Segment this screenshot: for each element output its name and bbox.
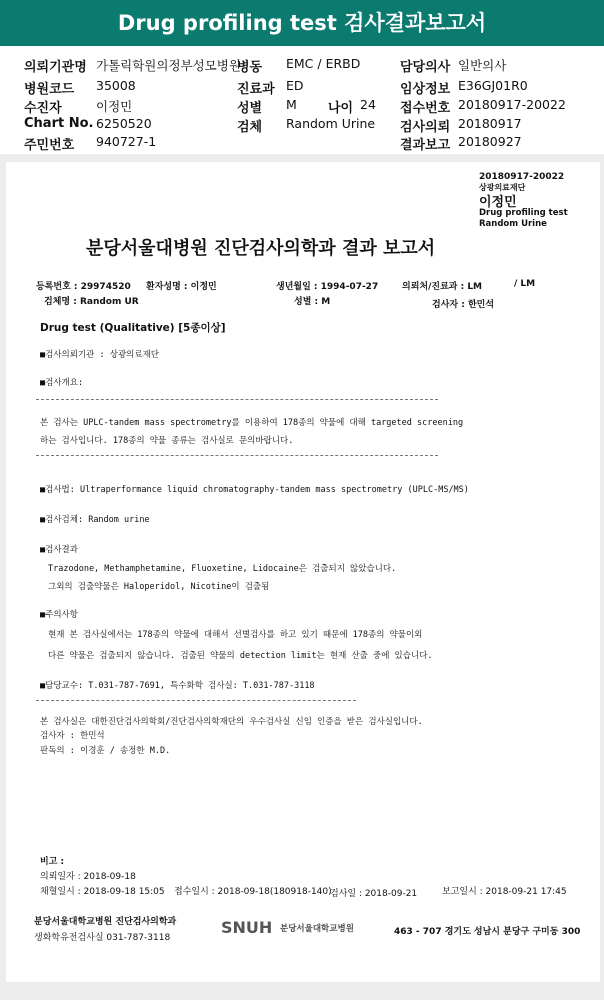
field-label: Chart No. — [24, 116, 94, 131]
field-label: 검사의뢰 — [400, 120, 451, 135]
field-label: 진료과 — [237, 82, 275, 97]
field-value: 24 — [360, 97, 376, 112]
note-label: 비고 : — [40, 857, 65, 867]
hospital-address: 463 - 707 경기도 성남시 분당구 구미동 300 — [394, 927, 581, 937]
field-label: 병동 — [237, 60, 263, 75]
label-accession: 20180917-20022 — [479, 172, 565, 182]
field-value: 20180917-20022 — [458, 97, 566, 112]
report-line: 다른 약물은 검출되지 않습니다. 검출된 약물의 detection limit는 현재 산출 중에 있습니다. — [48, 651, 433, 661]
field-value: 일반의사 — [458, 58, 507, 73]
test-date: 검사일 : 2018-09-21 — [330, 889, 418, 899]
section-title: Drug test (Qualitative) [5종이상] — [40, 322, 226, 334]
field-value: Random Urine — [286, 116, 376, 131]
report-banner-title: Drug profiling test 검사결과보고서 — [0, 0, 604, 46]
report-line: ■검사검체: Random urine — [40, 515, 150, 525]
field-value: ED — [286, 78, 304, 93]
field-label: 나이 — [328, 101, 354, 116]
report-line: 그외의 검출약물은 Haloperidol, Nicotine이 검출됨 — [48, 582, 270, 592]
report-line: ■검사결과 — [40, 545, 78, 555]
specimen-name: 검체명 : Random UR — [44, 297, 139, 307]
patient-info-header — [0, 46, 604, 154]
field-label: 결과보고 — [400, 138, 451, 153]
dept-2: / LM — [514, 279, 536, 289]
field-label: 검체 — [237, 120, 263, 135]
field-label: 임상정보 — [400, 82, 451, 97]
birth-date: 생년월일 : 1994-07-27 — [276, 282, 379, 292]
field-label: 수진자 — [24, 101, 62, 116]
report-line: ■검사의뢰기관 : 상광의료재단 — [40, 350, 160, 360]
dept: 의뢰처/진료과 : LM — [402, 282, 483, 292]
field-label: 성별 — [237, 101, 263, 116]
sex: 성별 : M — [294, 297, 331, 307]
tester: 검사자 : 한민석 — [432, 300, 495, 310]
field-label: 접수번호 — [400, 101, 451, 116]
divider — [36, 399, 438, 400]
reg-no: 등록번호 : 29974520 — [36, 282, 131, 292]
report-line: Trazodone, Methamphetamine, Fluoxetine, Lidocaine은 검출되지 않았습니다. — [48, 564, 397, 574]
report-line: ■검사개요: — [40, 378, 84, 388]
report-line: 현재 본 검사실에서는 178종의 약물에 대해서 선별검사를 하고 있기 때문에 178종의 약물이외 — [48, 630, 423, 640]
field-value: 20180927 — [458, 134, 522, 149]
report-line: ■검사법: Ultraperformance liquid chromatography-tandem mass spectrometry (UPLC-MS/MS) — [40, 485, 469, 495]
footer-lab: 생화학유전검사실 031-787-3118 — [34, 933, 171, 943]
request-date: 의뢰일자 : 2018-09-18 — [40, 872, 136, 882]
label-specimen: Random Urine — [479, 219, 547, 229]
report-line: 하는 검사입니다. 178종의 약물 종류는 검사실로 문의바랍니다. — [40, 436, 294, 446]
field-value: E36GJ01R0 — [458, 78, 528, 93]
receipt-time: 접수일시 : 2018-09-18(180918-140) — [174, 887, 332, 897]
report-line: 본 검사는 UPLC-tandem mass spectrometry를 이용하여 178종의 약물에 대해 targeted screening — [40, 418, 464, 428]
field-label: 병원코드 — [24, 82, 75, 97]
report-time: 보고일시 : 2018-09-21 17:45 — [442, 887, 567, 897]
label-patient: 이정민 — [479, 195, 517, 210]
field-value: 35008 — [96, 78, 136, 93]
field-value: EMC / ERBD — [286, 56, 361, 71]
divider — [36, 455, 438, 456]
field-value: M — [286, 97, 297, 112]
label-lab: 상광의료재단 — [479, 183, 526, 192]
hospital-logo: SNUH — [221, 918, 273, 937]
field-label: 담당의사 — [400, 60, 451, 75]
report-line: 본 검사실은 대한진단검사의학회/진단검사의학재단의 우수검사실 신임 인증을 받은 검사실입니다. — [40, 717, 423, 727]
field-value: 940727-1 — [96, 134, 157, 149]
footer-dept: 분당서울대학교병원 진단검사의학과 — [34, 917, 177, 927]
field-label: 의뢰기관명 — [24, 60, 87, 75]
patient-name: 환자성명 : 이정민 — [146, 282, 217, 292]
divider — [36, 700, 356, 701]
report-line: 검사자 : 한민석 — [40, 731, 105, 741]
report-line: ■담당교수: T.031-787-7691, 특수화학 검사실: T.031-787-3118 — [40, 681, 315, 691]
report-title: 분당서울대병원 진단검사의학과 결과 보고서 — [86, 238, 436, 259]
field-label: 주민번호 — [24, 138, 75, 153]
report-line: 판독의 : 이경훈 / 송정한 M.D. — [40, 746, 171, 756]
scanned-report — [6, 162, 600, 982]
collection-time: 채혈일시 : 2018-09-18 15:05 — [40, 887, 165, 897]
field-value: 가톨릭학원의정부성모병원 — [96, 58, 241, 73]
label-test: Drug profiling test — [479, 208, 568, 218]
hospital-logo-name: 분당서울대학교병원 — [280, 924, 354, 934]
field-value: 6250520 — [96, 116, 152, 131]
field-value: 이정민 — [96, 99, 133, 114]
report-line: ■주의사항 — [40, 610, 78, 620]
field-value: 20180917 — [458, 116, 522, 131]
